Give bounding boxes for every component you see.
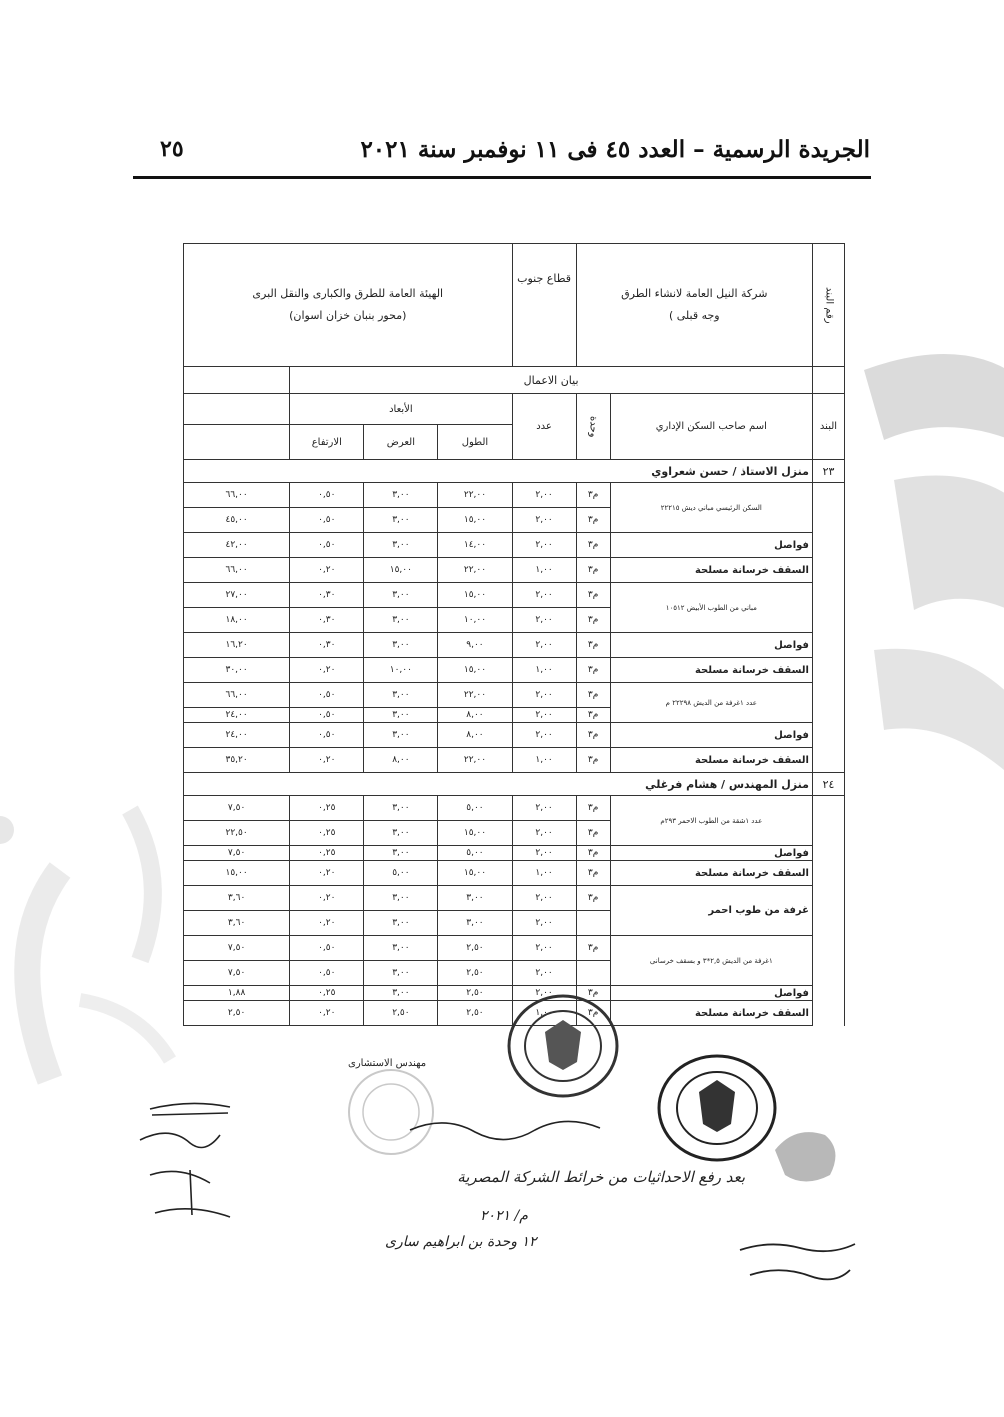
unit-cell: م٣ bbox=[576, 821, 610, 846]
work-description: السقف خرسانة مسلحة bbox=[610, 658, 812, 683]
length-cell: ٥,٠٠ bbox=[438, 796, 512, 821]
work-description: فواصل bbox=[610, 846, 812, 861]
width-cell: ٣,٠٠ bbox=[364, 533, 438, 558]
count-cell: ٢,٠٠ bbox=[512, 911, 576, 936]
unit-cell: م٣ bbox=[576, 936, 610, 961]
width-cell: ٣,٠٠ bbox=[364, 723, 438, 748]
band-cell bbox=[812, 861, 844, 886]
height-cell: ٠,٥٠ bbox=[290, 723, 364, 748]
table-row bbox=[184, 558, 845, 583]
total-cell: ٧,٥٠ bbox=[184, 961, 290, 986]
height-cell: ٠,٥٠ bbox=[290, 683, 364, 708]
band-cell bbox=[812, 483, 844, 508]
work-description: فواصل bbox=[610, 533, 812, 558]
height-cell: ٠,٢٥ bbox=[290, 821, 364, 846]
band-cell bbox=[812, 986, 844, 1001]
band-cell bbox=[812, 723, 844, 748]
total-cell: ٢٧,٠٠ bbox=[184, 583, 290, 608]
section-row bbox=[184, 773, 845, 796]
length-cell: ٨,٠٠ bbox=[438, 723, 512, 748]
total-cell: ٧,٥٠ bbox=[184, 796, 290, 821]
unit-cell: م٣ bbox=[576, 633, 610, 658]
length-cell: ٣,٠٠ bbox=[438, 886, 512, 911]
handwritten-note-3: ١٢ وحدة بن ابراهيم سارى bbox=[385, 1234, 537, 1250]
unit-cell: م٣ bbox=[576, 533, 610, 558]
band-cell bbox=[812, 1001, 844, 1026]
company-line-2: وجه قبلى ) bbox=[668, 309, 720, 322]
count-cell: ٢,٠٠ bbox=[512, 583, 576, 608]
length-cell: ٩,٠٠ bbox=[438, 633, 512, 658]
work-description: فواصل bbox=[610, 986, 812, 1001]
unit-header: وحدة bbox=[576, 394, 610, 460]
band-cell bbox=[812, 683, 844, 708]
width-cell: ٣,٠٠ bbox=[364, 936, 438, 961]
width-cell: ٨,٠٠ bbox=[364, 748, 438, 773]
band-cell bbox=[812, 633, 844, 658]
band-header: البند bbox=[812, 394, 844, 460]
length-cell: ٢٢,٠٠ bbox=[438, 558, 512, 583]
count-cell: ٢,٠٠ bbox=[512, 886, 576, 911]
unit-cell: م٣ bbox=[576, 846, 610, 861]
table-row bbox=[184, 533, 845, 558]
table-row bbox=[184, 986, 845, 1001]
width-cell: ٣,٠٠ bbox=[364, 821, 438, 846]
left-signatures bbox=[130, 1095, 250, 1230]
height-cell: ٠,٥٠ bbox=[290, 708, 364, 723]
length-cell: ٣,٠٠ bbox=[438, 911, 512, 936]
width-cell: ١٥,٠٠ bbox=[364, 558, 438, 583]
length-cell: ٢٢,٠٠ bbox=[438, 748, 512, 773]
total-cell: ٢,٥٠ bbox=[184, 1001, 290, 1026]
header-divider bbox=[133, 176, 871, 179]
empty-cell bbox=[184, 394, 290, 425]
count-cell: ٢,٠٠ bbox=[512, 608, 576, 633]
unit-cell: م٣ bbox=[576, 708, 610, 723]
height-header: الارتفاع bbox=[290, 425, 364, 460]
unit-cell: م٣ bbox=[576, 796, 610, 821]
length-cell: ٨,٠٠ bbox=[438, 708, 512, 723]
height-cell: ٠,٥٠ bbox=[290, 508, 364, 533]
width-cell: ٣,٠٠ bbox=[364, 483, 438, 508]
work-description: عدد ١غرفة من الديش ٢٢٢٩٨ م bbox=[610, 683, 812, 723]
height-cell: ٠,٢٠ bbox=[290, 658, 364, 683]
column-header-row bbox=[184, 394, 845, 425]
band-cell bbox=[812, 911, 844, 936]
table-row bbox=[184, 861, 845, 886]
total-cell: ٢٤,٠٠ bbox=[184, 723, 290, 748]
ink-smudge bbox=[765, 1120, 845, 1190]
length-cell: ٢,٥٠ bbox=[438, 936, 512, 961]
count-cell: ٢,٠٠ bbox=[512, 483, 576, 508]
total-cell: ١,٨٨ bbox=[184, 986, 290, 1001]
width-cell: ٣,٠٠ bbox=[364, 708, 438, 723]
authority-line-2: (محور بنبان خزان اسوان) bbox=[289, 309, 407, 322]
length-cell: ٢,٥٠ bbox=[438, 961, 512, 986]
height-cell: ٠,٣٠ bbox=[290, 583, 364, 608]
section-number: ٢٤ bbox=[812, 773, 844, 796]
dimensions-header: الأبعاد bbox=[290, 394, 512, 425]
company-line-1: شركة النيل العامة لانشاء الطرق bbox=[621, 287, 768, 300]
empty-cell bbox=[184, 425, 290, 460]
unit-cell: م٣ bbox=[576, 583, 610, 608]
count-cell: ٢,٠٠ bbox=[512, 961, 576, 986]
width-cell: ٥,٠٠ bbox=[364, 861, 438, 886]
height-cell: ٠,٢٠ bbox=[290, 861, 364, 886]
count-cell: ٢,٠٠ bbox=[512, 796, 576, 821]
count-cell: ١,٠٠ bbox=[512, 748, 576, 773]
page-number: ٢٥ bbox=[160, 136, 184, 162]
total-cell: ١٨,٠٠ bbox=[184, 608, 290, 633]
unit-cell: م٣ bbox=[576, 886, 610, 911]
works-table bbox=[183, 243, 845, 1026]
total-cell: ٣,٦٠ bbox=[184, 886, 290, 911]
width-cell: ٣,٠٠ bbox=[364, 583, 438, 608]
height-cell: ٠,٢٠ bbox=[290, 748, 364, 773]
work-description: السقف خرسانة مسلحة bbox=[610, 861, 812, 886]
unit-cell: م٣ bbox=[576, 986, 610, 1001]
count-header: عدد bbox=[512, 394, 576, 460]
band-cell bbox=[812, 658, 844, 683]
total-cell: ٦٦,٠٠ bbox=[184, 483, 290, 508]
height-cell: ٠,٥٠ bbox=[290, 533, 364, 558]
table-row bbox=[184, 936, 845, 961]
band-cell bbox=[812, 796, 844, 821]
length-cell: ١٠,٠٠ bbox=[438, 608, 512, 633]
unit-cell: م٣ bbox=[576, 658, 610, 683]
band-cell bbox=[812, 821, 844, 846]
width-cell: ٣,٠٠ bbox=[364, 846, 438, 861]
total-cell: ١٦,٢٠ bbox=[184, 633, 290, 658]
table-row bbox=[184, 658, 845, 683]
width-cell: ٣,٠٠ bbox=[364, 911, 438, 936]
height-cell: ٠,٢٥ bbox=[290, 846, 364, 861]
work-description: السقف خرسانة مسلحة bbox=[610, 1001, 812, 1026]
watermark-left bbox=[0, 760, 180, 1100]
length-cell: ١٥,٠٠ bbox=[438, 658, 512, 683]
table-row bbox=[184, 846, 845, 861]
band-cell bbox=[812, 508, 844, 533]
width-cell: ٣,٠٠ bbox=[364, 608, 438, 633]
total-cell: ٦٦,٠٠ bbox=[184, 558, 290, 583]
total-cell: ٧,٥٠ bbox=[184, 936, 290, 961]
width-cell: ١٠,٠٠ bbox=[364, 658, 438, 683]
length-cell: ٥,٠٠ bbox=[438, 846, 512, 861]
unit-cell: م٣ bbox=[576, 683, 610, 708]
count-cell: ١,٠٠ bbox=[512, 1001, 576, 1026]
length-cell: ١٥,٠٠ bbox=[438, 508, 512, 533]
height-cell: ٠,٥٠ bbox=[290, 483, 364, 508]
total-cell: ٤٥,٠٠ bbox=[184, 508, 290, 533]
company-seal-stamp bbox=[655, 1052, 779, 1164]
count-cell: ٢,٠٠ bbox=[512, 708, 576, 723]
count-cell: ٢,٠٠ bbox=[512, 508, 576, 533]
length-cell: ١٥,٠٠ bbox=[438, 583, 512, 608]
table-row bbox=[184, 796, 845, 821]
gazette-title: الجريدة الرسمية – العدد ٤٥ فى ١١ نوفمبر سنة ٢٠٢١ bbox=[360, 135, 870, 163]
band-cell bbox=[812, 748, 844, 773]
count-cell: ٢,٠٠ bbox=[512, 723, 576, 748]
length-cell: ٢,٥٠ bbox=[438, 1001, 512, 1026]
count-cell: ١,٠٠ bbox=[512, 658, 576, 683]
table-row bbox=[184, 1001, 845, 1026]
consultant-engineer-label: مهندس الاستشارى bbox=[348, 1058, 427, 1069]
unit-cell: م٣ bbox=[576, 483, 610, 508]
table-row bbox=[184, 723, 845, 748]
company-cell bbox=[576, 244, 812, 367]
count-cell: ١,٠٠ bbox=[512, 558, 576, 583]
empty-cell bbox=[184, 367, 290, 394]
table-row bbox=[184, 748, 845, 773]
total-cell: ٣٠,٠٠ bbox=[184, 658, 290, 683]
total-cell: ٧,٥٠ bbox=[184, 846, 290, 861]
works-statement-row bbox=[184, 367, 845, 394]
unit-cell: م٣ bbox=[576, 861, 610, 886]
length-cell: ١٤,٠٠ bbox=[438, 533, 512, 558]
band-cell bbox=[812, 708, 844, 723]
owner-header: اسم صاحب السكن الإداري bbox=[610, 394, 812, 460]
section-title: منزل الاستاذ / حسن شعراوي bbox=[184, 460, 813, 483]
table-row bbox=[184, 483, 845, 508]
section-title: منزل المهندس / هشام فرغلي bbox=[184, 773, 813, 796]
height-cell: ٠,٢٥ bbox=[290, 986, 364, 1001]
total-cell: ٣,٦٠ bbox=[184, 911, 290, 936]
count-cell: ٢,٠٠ bbox=[512, 936, 576, 961]
work-description: ١غرفة من الديش ٢,٥*٣ و بسقف خرسانى bbox=[610, 936, 812, 986]
empty-cell bbox=[812, 367, 844, 394]
length-cell: ٢,٥٠ bbox=[438, 986, 512, 1001]
height-cell: ٠,٣٠ bbox=[290, 608, 364, 633]
width-cell: ٣,٠٠ bbox=[364, 796, 438, 821]
band-cell bbox=[812, 608, 844, 633]
width-cell: ٢,٥٠ bbox=[364, 1001, 438, 1026]
watermark-right bbox=[854, 330, 1004, 770]
handwritten-note-1: بعد رفع الاحداثيات من خرائط الشركة المصرية bbox=[457, 1168, 745, 1186]
width-header: العرض bbox=[364, 425, 438, 460]
section-row bbox=[184, 460, 845, 483]
works-statement-header: بيان الاعمال bbox=[290, 367, 813, 394]
work-description: السقف خرسانة مسلحة bbox=[610, 558, 812, 583]
length-header: الطول bbox=[438, 425, 512, 460]
length-cell: ٢٢,٠٠ bbox=[438, 483, 512, 508]
work-description: عدد ١شقة من الطوب الاحمر ٢٩٣م bbox=[610, 796, 812, 846]
work-description: فواصل bbox=[610, 633, 812, 658]
total-cell: ٦٦,٠٠ bbox=[184, 683, 290, 708]
authority-line-1: الهيئة العامة للطرق والكبارى والنقل البرى bbox=[252, 287, 444, 300]
height-cell: ٠,٢٠ bbox=[290, 558, 364, 583]
unit-cell: م٣ bbox=[576, 1001, 610, 1026]
width-cell: ٣,٠٠ bbox=[364, 683, 438, 708]
table-row bbox=[184, 583, 845, 608]
count-cell: ٢,٠٠ bbox=[512, 986, 576, 1001]
handwritten-date bbox=[730, 1230, 860, 1290]
count-cell: ٢,٠٠ bbox=[512, 846, 576, 861]
height-cell: ٠,٢٠ bbox=[290, 1001, 364, 1026]
work-description: السكن الرئيسي مباني ديش ٢٢٢١٥ bbox=[610, 483, 812, 533]
unit-cell: م٣ bbox=[576, 508, 610, 533]
total-cell: ٢٤,٠٠ bbox=[184, 708, 290, 723]
work-description: مباني من الطوب الأبيض ١٠٥١٢ bbox=[610, 583, 812, 633]
table-top-row bbox=[184, 244, 845, 367]
height-cell: ٠,٣٠ bbox=[290, 633, 364, 658]
unit-cell: م٣ bbox=[576, 748, 610, 773]
table-row bbox=[184, 886, 845, 911]
length-cell: ١٥,٠٠ bbox=[438, 861, 512, 886]
length-cell: ١٥,٠٠ bbox=[438, 821, 512, 846]
total-cell: ٣٥,٢٠ bbox=[184, 748, 290, 773]
unit-cell bbox=[576, 961, 610, 986]
width-cell: ٣,٠٠ bbox=[364, 986, 438, 1001]
total-cell: ٤٢,٠٠ bbox=[184, 533, 290, 558]
unit-cell: م٣ bbox=[576, 723, 610, 748]
width-cell: ٣,٠٠ bbox=[364, 886, 438, 911]
height-cell: ٠,٢٠ bbox=[290, 886, 364, 911]
total-cell: ١٥,٠٠ bbox=[184, 861, 290, 886]
table-row bbox=[184, 683, 845, 708]
width-cell: ٣,٠٠ bbox=[364, 633, 438, 658]
count-cell: ٢,٠٠ bbox=[512, 821, 576, 846]
band-cell bbox=[812, 961, 844, 986]
unit-cell: م٣ bbox=[576, 558, 610, 583]
band-cell bbox=[812, 558, 844, 583]
count-cell: ١,٠٠ bbox=[512, 861, 576, 886]
faint-stamp bbox=[345, 1066, 437, 1158]
height-cell: ٠,٢٥ bbox=[290, 796, 364, 821]
height-cell: ٠,٥٠ bbox=[290, 936, 364, 961]
table-row bbox=[184, 633, 845, 658]
item-number-label: رقم البند bbox=[812, 244, 844, 367]
band-cell bbox=[812, 583, 844, 608]
work-description: السقف خرسانة مسلحة bbox=[610, 748, 812, 773]
width-cell: ٣,٠٠ bbox=[364, 961, 438, 986]
band-cell bbox=[812, 846, 844, 861]
sector-cell: قطاع جنوب bbox=[512, 244, 576, 367]
total-cell: ٢٢,٥٠ bbox=[184, 821, 290, 846]
handwritten-note-2: م/ ٢٠٢١ bbox=[480, 1208, 528, 1224]
unit-cell: م٣ bbox=[576, 608, 610, 633]
height-cell: ٠,٢٠ bbox=[290, 911, 364, 936]
middle-signature bbox=[405, 1110, 605, 1150]
band-cell bbox=[812, 886, 844, 911]
width-cell: ٣,٠٠ bbox=[364, 508, 438, 533]
count-cell: ٢,٠٠ bbox=[512, 683, 576, 708]
count-cell: ٢,٠٠ bbox=[512, 633, 576, 658]
unit-cell bbox=[576, 911, 610, 936]
height-cell: ٠,٥٠ bbox=[290, 961, 364, 986]
page-header bbox=[130, 128, 870, 170]
section-number: ٢٣ bbox=[812, 460, 844, 483]
work-description: غرفة من طوب احمر bbox=[610, 886, 812, 936]
band-cell bbox=[812, 936, 844, 961]
work-description: فواصل bbox=[610, 723, 812, 748]
length-cell: ٢٢,٠٠ bbox=[438, 683, 512, 708]
band-cell bbox=[812, 533, 844, 558]
authority-cell bbox=[184, 244, 513, 367]
count-cell: ٢,٠٠ bbox=[512, 533, 576, 558]
